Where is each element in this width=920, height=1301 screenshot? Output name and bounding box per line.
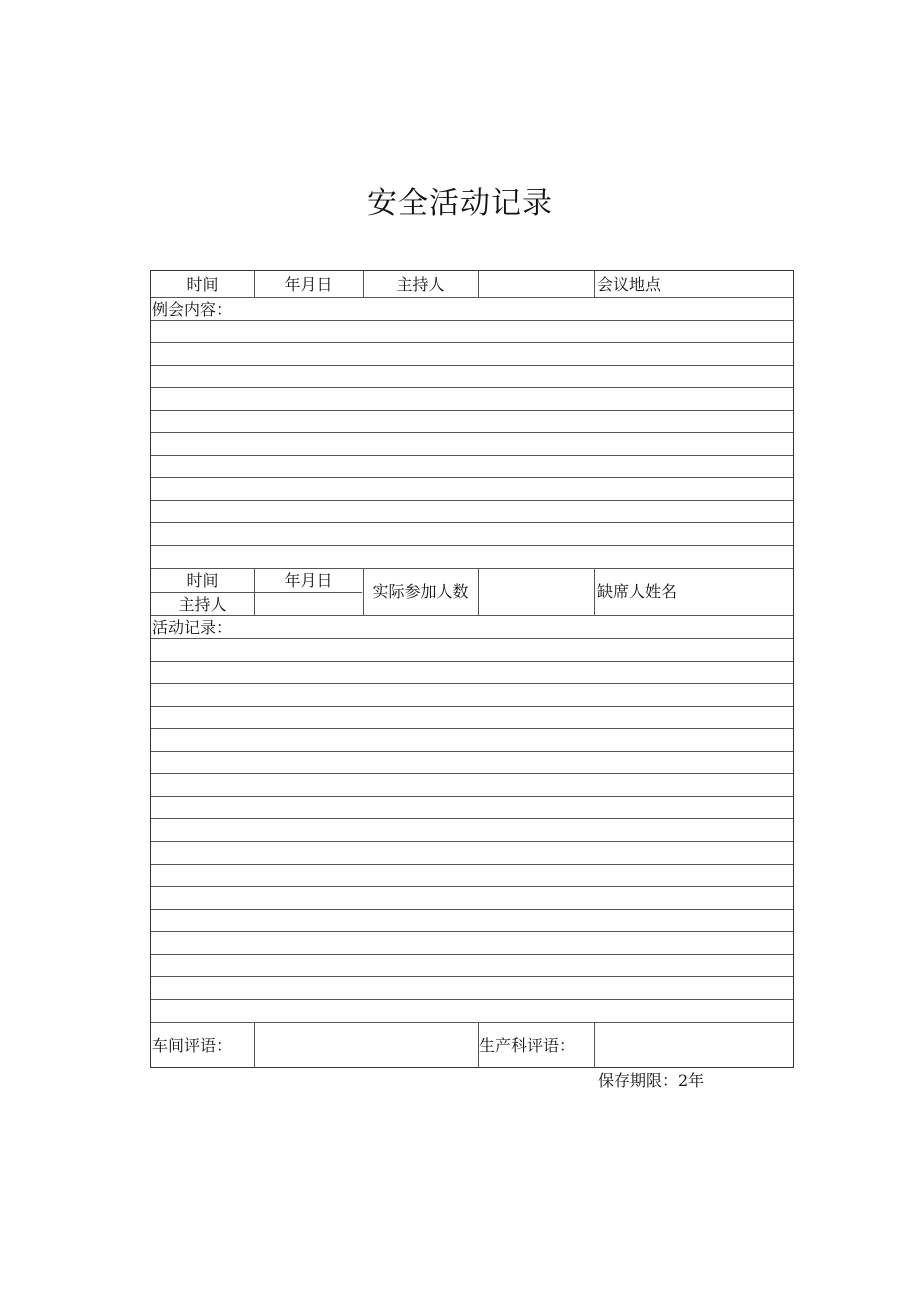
location-label: 会议地点 [597,274,662,294]
host-label: 主持人 [396,274,445,294]
host-field[interactable] [478,271,594,298]
meeting-content-label: 例会内容： [152,300,233,319]
host-field-2[interactable] [254,593,363,615]
date-field-2[interactable]: 年月日 [284,570,333,590]
attendance-field[interactable] [478,569,594,615]
production-comment-field[interactable] [595,1023,793,1068]
absent-label: 缺席人姓名 [597,582,678,601]
host-label-2: 主持人 [178,594,227,614]
activity-record-form [150,270,794,1068]
date-field[interactable]: 年月日 [284,274,333,294]
workshop-comment-label: 车间评语： [152,1035,233,1055]
activity-record-label: 活动记录： [152,618,233,637]
time-label-2: 时间 [186,570,219,590]
document-title: 安全活动记录 [367,186,553,221]
attendance-label: 实际参加人数 [372,582,469,601]
time-label: 时间 [186,274,219,294]
workshop-comment-field[interactable] [254,1023,478,1068]
production-comment-label: 生产科评语： [479,1035,576,1055]
retention-period: 保存期限：2年 [598,1071,705,1090]
